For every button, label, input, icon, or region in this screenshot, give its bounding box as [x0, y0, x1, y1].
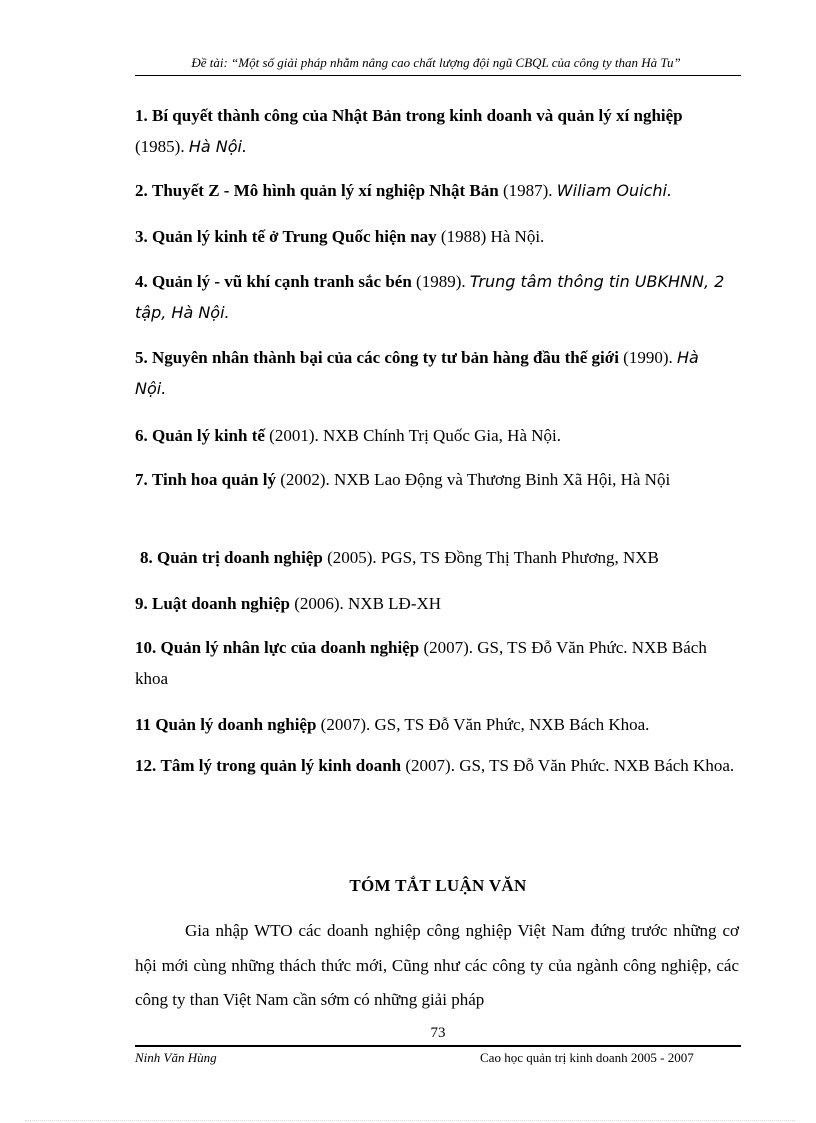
document-header-title: Đề tài: “Một số giải pháp nhằm nâng cao chất lượng đội ngũ CBQL của công ty than Hà Tu”: [191, 55, 681, 70]
reference-number: 9.: [135, 594, 148, 613]
summary-heading: TÓM TẮT LUẬN VĂN: [349, 876, 527, 895]
reference-details: (2007). GS, TS Đỗ Văn Phức, NXB Bách Khoa.: [316, 715, 650, 734]
reference-number: 3.: [135, 227, 148, 246]
reference-item: [135, 342, 735, 404]
reference-item: [135, 709, 735, 740]
reference-item: [135, 420, 735, 451]
reference-publisher: Hà Nội.: [188, 137, 248, 156]
reference-title: Quản trị doanh nghiệp: [157, 548, 323, 567]
reference-details: (2005). PGS, TS Đồng Thị Thanh Phương, NXB: [322, 548, 659, 567]
reference-details: (1987).: [498, 181, 557, 200]
reference-number: 2.: [135, 181, 148, 200]
reference-item: [135, 750, 735, 781]
reference-details: (1989).: [411, 272, 470, 291]
summary-paragraph: Gia nhập WTO các doanh nghiệp công nghiệp Việt Nam đứng trước những cơ hội mới cùng những thách thức mới, Cũng như các công ty của ngành công nghiệp, các công ty than Việt Nam cần sớm có những giải pháp: [135, 921, 739, 1009]
reference-item: [135, 175, 735, 206]
reference-title: Luật doanh nghiệp: [152, 594, 290, 613]
header-divider: [135, 75, 741, 76]
reference-title: Quản lý kinh tế: [152, 426, 265, 445]
reference-number: 4.: [135, 272, 148, 291]
reference-details: (1990).: [618, 348, 677, 367]
reference-publisher: Trung tâm thông tin UBKHNN, 2 tập, Hà Nội.: [135, 272, 725, 322]
reference-details: (2007). GS, TS Đỗ Văn Phức. NXB Bách Khoa.: [401, 756, 735, 775]
footer-divider: [135, 1045, 741, 1047]
reference-item: [140, 542, 740, 573]
reference-title: Bí quyết thành công của Nhật Bản trong kinh doanh và quản lý xí nghiệp: [152, 106, 683, 125]
reference-number: 6.: [135, 426, 148, 445]
reference-item: [135, 266, 735, 328]
reference-number: 5.: [135, 348, 148, 367]
reference-number: 12.: [135, 756, 157, 775]
reference-details: (2006). NXB LĐ-XH: [289, 594, 442, 613]
reference-number: 7.: [135, 470, 148, 489]
reference-number: 1.: [135, 106, 148, 125]
reference-item: [135, 588, 735, 619]
reference-details: (2002). NXB Lao Động và Thương Binh Xã Hội, Hà Nội: [275, 470, 671, 489]
reference-details: (1985).: [135, 137, 189, 156]
reference-item: [135, 464, 735, 495]
reference-publisher: Wiliam Ouichi.: [556, 181, 673, 200]
reference-title: Thuyết Z - Mô hình quản lý xí nghiệp Nhật Bản: [152, 181, 499, 200]
reference-publisher: Hà Nội.: [135, 348, 699, 398]
reference-item: [135, 100, 735, 162]
reference-item: [135, 221, 735, 252]
reference-title: Tinh hoa quản lý: [152, 470, 276, 489]
reference-number: 10.: [135, 638, 157, 657]
reference-number: 11: [135, 715, 152, 734]
reference-details: (2001). NXB Chính Trị Quốc Gia, Hà Nội.: [264, 426, 561, 445]
reference-details: (1988) Hà Nội.: [436, 227, 545, 246]
reference-number: 8.: [140, 548, 153, 567]
reference-title: Quản lý - vũ khí cạnh tranh sắc bén: [152, 272, 412, 291]
page-number: 73: [430, 1025, 446, 1041]
reference-item: [135, 632, 735, 694]
reference-title: Nguyên nhân thành bại của các công ty tư bản hàng đầu thế giới: [152, 348, 619, 367]
footer-author: Ninh Văn Hùng: [135, 1050, 217, 1065]
reference-title: Quản lý doanh nghiệp: [155, 715, 317, 734]
footer-program: Cao học quản trị kinh doanh 2005 - 2007: [480, 1050, 694, 1065]
reference-title: Quản lý kinh tế ở Trung Quốc hiện nay: [152, 227, 437, 246]
reference-title: Quản lý nhân lực của doanh nghiệp: [160, 638, 420, 657]
reference-details: (2007). GS, TS Đỗ Văn Phức. NXB Bách khoa: [135, 638, 707, 688]
reference-title: Tâm lý trong quản lý kinh doanh: [160, 756, 402, 775]
page-edge: [25, 1120, 795, 1121]
